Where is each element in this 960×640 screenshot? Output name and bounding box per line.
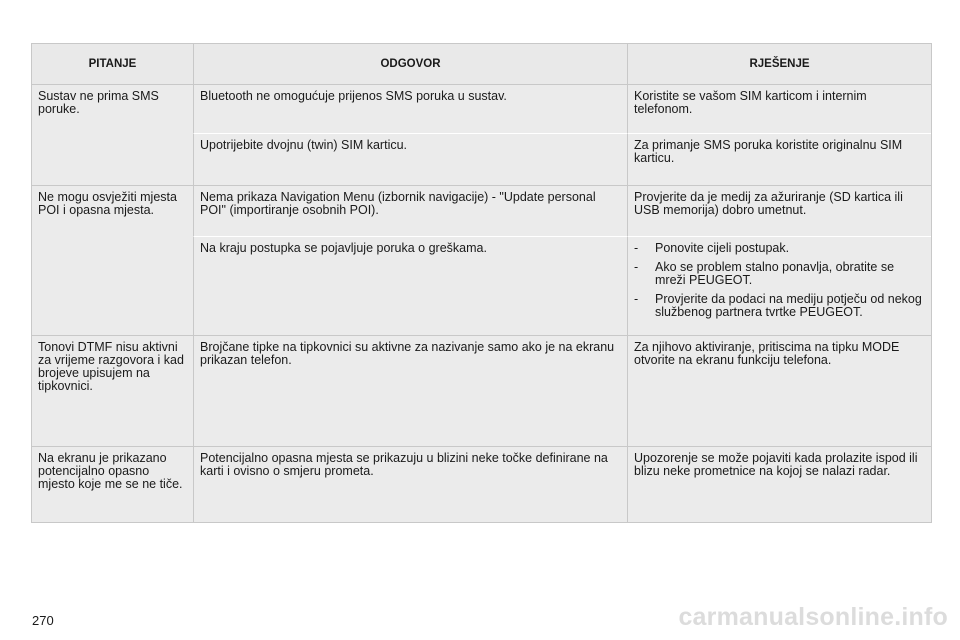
- table-row: [32, 335, 931, 446]
- question-cell: Tonovi DTMF nisu aktivni za vrijeme razgovora i kad brojeve upisujem na tipkovnici.: [32, 335, 193, 446]
- solution-list: [634, 242, 925, 319]
- answer-cell: Na kraju postupka se pojavljuje poruka o greškama.: [193, 236, 627, 335]
- list-item-text: Provjerite da podaci na mediju potječu od nekog službenog partnera tvrtke PEUGEOT.: [655, 292, 922, 319]
- solution-cell: Provjerite da je medij za ažuriranje (SD kartica ili USB memorija) dobro umetnut.: [627, 185, 931, 236]
- solution-cell: Koristite se vašom SIM karticom i internim telefonom.: [627, 85, 931, 133]
- table-row: [32, 185, 931, 236]
- list-dash: -: [634, 241, 639, 255]
- question-cell: Ne mogu osvježiti mjesta POI i opasna mjesta.: [32, 185, 193, 335]
- question-cell: Sustav ne prima SMS poruke.: [32, 85, 193, 185]
- faq-table: [31, 43, 932, 523]
- solution-cell: Upozorenje se može pojaviti kada prolazite ispod ili blizu neke prometnice na kojoj se nalazi radar.: [627, 446, 931, 522]
- list-dash: -: [634, 260, 639, 274]
- question-cell: Na ekranu je prikazano potencijalno opasno mjesto koje me se ne tiče.: [32, 446, 193, 522]
- solution-cell: Za njihovo aktiviranje, pritiscima na tipku MODE otvorite na ekranu funkciju telefona.: [627, 335, 931, 446]
- answer-cell: Upotrijebite dvojnu (twin) SIM karticu.: [193, 133, 627, 185]
- header-solution: RJEŠENJE: [627, 44, 931, 85]
- list-item: [634, 261, 925, 287]
- table-row: [32, 446, 931, 522]
- list-item-text: Ponovite cijeli postupak.: [655, 241, 790, 255]
- answer-cell: Nema prikaza Navigation Menu (izbornik navigacije) - "Update personal POI" (importiranje osobnih POI).: [193, 185, 627, 236]
- solution-cell: Za primanje SMS poruka koristite originalnu SIM karticu.: [627, 133, 931, 185]
- answer-cell: Brojčane tipke na tipkovnici su aktivne za nazivanje samo ako je na ekranu prikazan telefon.: [193, 335, 627, 446]
- list-item: [634, 242, 925, 255]
- list-item: [634, 293, 925, 319]
- answer-cell: Bluetooth ne omogućuje prijenos SMS poruka u sustav.: [193, 85, 627, 133]
- answer-cell: Potencijalno opasna mjesta se prikazuju u blizini neke točke definirane na karti i ovisno o smjeru prometa.: [193, 446, 627, 522]
- header-question: PITANJE: [32, 44, 193, 85]
- list-item-text: Ako se problem stalno ponavlja, obratite se mreži PEUGEOT.: [655, 260, 895, 287]
- page-number: 270: [32, 613, 54, 628]
- list-dash: -: [634, 292, 639, 306]
- watermark-text: carmanualsonline.info: [678, 603, 948, 631]
- header-answer: ODGOVOR: [193, 44, 627, 85]
- table-row: [32, 85, 931, 133]
- solution-cell: [627, 236, 931, 335]
- header-row: [32, 44, 931, 85]
